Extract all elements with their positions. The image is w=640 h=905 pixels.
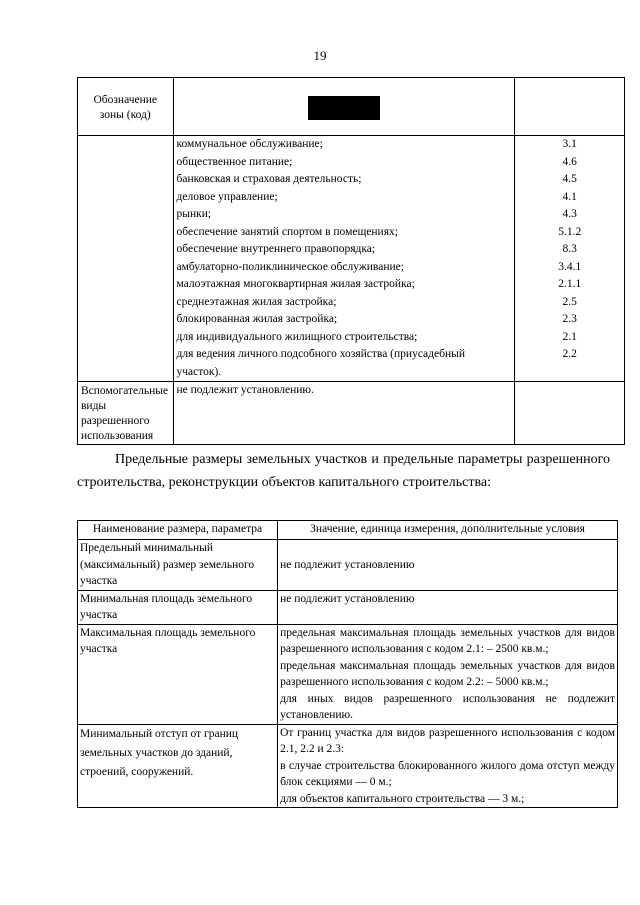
use-name: общественное питание; — [176, 155, 293, 168]
zone-table — [77, 77, 625, 445]
main-uses-label-cell — [78, 136, 174, 382]
use-name: для ведения личного подсобного хозяйства (приусадебный участок). — [176, 348, 466, 378]
params-table — [77, 520, 618, 808]
use-code: 3.4.1 — [558, 260, 582, 273]
zone-header-empty-cell — [515, 78, 625, 136]
use-code: 2.2 — [562, 348, 577, 360]
use-name: обеспечение занятий спортом в помещениях; — [176, 225, 398, 238]
use-name: амбулаторно-поликлиническое обслуживание; — [176, 260, 404, 273]
param-value-line: От границ участка для видов разрешенного использования с кодом 2.1, 2.2 и 2.3: — [280, 726, 615, 755]
param-value — [278, 724, 618, 808]
main-uses-names — [173, 136, 515, 382]
aux-uses-label: Вспомогательные виды разрешенного использования — [78, 382, 174, 445]
param-value — [278, 590, 618, 624]
param-value-line: не подлежит установлению — [280, 592, 415, 605]
use-name: рынки; — [176, 208, 212, 220]
use-code: 8.3 — [562, 243, 577, 255]
param-name: Минимальная площадь земельного участка — [78, 590, 278, 624]
use-name: для индивидуального жилищного строительства; — [176, 330, 418, 343]
param-value — [278, 540, 618, 591]
param-value-line: для иных видов разрешенного использования не подлежит установлению. — [280, 692, 615, 721]
param-value-line: предельная максимальная площадь земельных участков для видов разрешенного использования с кодом 2.1: – 2500 кв.м.; — [280, 626, 615, 655]
use-code: 4.6 — [562, 155, 577, 168]
section-heading-text: Предельные размеры земельных участков и предельные параметры разрешенного строительства, реконструкции объектов капитального строительства: — [77, 452, 610, 490]
param-value-line: для объектов капитального строительства — 3 м.; — [280, 792, 525, 805]
use-code: 4.1 — [562, 190, 577, 203]
param-name: Минимальный отступ от границ земельных участков до зданий, строений, сооружений. — [78, 724, 278, 808]
params-row — [78, 724, 618, 808]
aux-uses-row — [78, 382, 625, 445]
use-name: коммунальное обслуживание; — [176, 138, 323, 150]
main-uses-row — [78, 136, 625, 382]
redacted-block — [308, 96, 380, 120]
use-name: обеспечение внутреннего правопорядка; — [176, 243, 376, 255]
page-number: 19 — [313, 48, 327, 63]
use-name: деловое управление; — [176, 190, 278, 203]
param-value-line: предельная максимальная площадь земельных участков для видов разрешенного использования с кодом 2.2: – 5000 кв.м.; — [280, 659, 615, 688]
params-row — [78, 624, 618, 724]
section-heading — [77, 448, 610, 494]
use-name: блокированная жилая застройка; — [176, 313, 338, 325]
aux-uses-value: не подлежит установлению. — [173, 382, 515, 445]
use-code: 2.5 — [562, 295, 577, 308]
use-code: 4.3 — [562, 208, 577, 220]
params-row — [78, 590, 618, 624]
params-header-row — [78, 521, 618, 540]
zone-code-label: Обозначение зоны (код) — [78, 78, 174, 136]
aux-uses-empty-cell — [515, 382, 625, 445]
use-code: 2.1 — [562, 330, 577, 343]
use-code: 2.3 — [562, 313, 577, 325]
zone-name-cell — [173, 78, 515, 136]
use-name: среднеэтажная жилая застройка; — [176, 295, 337, 308]
use-code: 4.5 — [562, 173, 577, 185]
use-code: 2.1.1 — [558, 278, 582, 290]
use-code: 5.1.2 — [558, 225, 582, 238]
use-name: банковская и страховая деятельность; — [176, 173, 362, 185]
zone-table-header-row — [78, 78, 625, 136]
params-col2-header: Значение, единица измерения, дополнительные условия — [278, 521, 618, 540]
params-col1-header: Наименование размера, параметра — [78, 521, 278, 540]
param-value-line: в случае строительства блокированного жилого дома отступ между блок секциями — 0 м.; — [280, 759, 615, 788]
params-row — [78, 540, 618, 591]
param-name: Предельный минимальный (максимальный) размер земельного участка — [78, 540, 278, 591]
use-name: малоэтажная многоквартирная жилая застройка; — [176, 278, 415, 290]
param-name: Максимальная площадь земельного участка — [78, 624, 278, 724]
param-value-line: не подлежит установлению — [280, 558, 415, 571]
main-uses-codes — [515, 136, 625, 382]
use-code: 3.1 — [562, 138, 577, 150]
param-value — [278, 624, 618, 724]
